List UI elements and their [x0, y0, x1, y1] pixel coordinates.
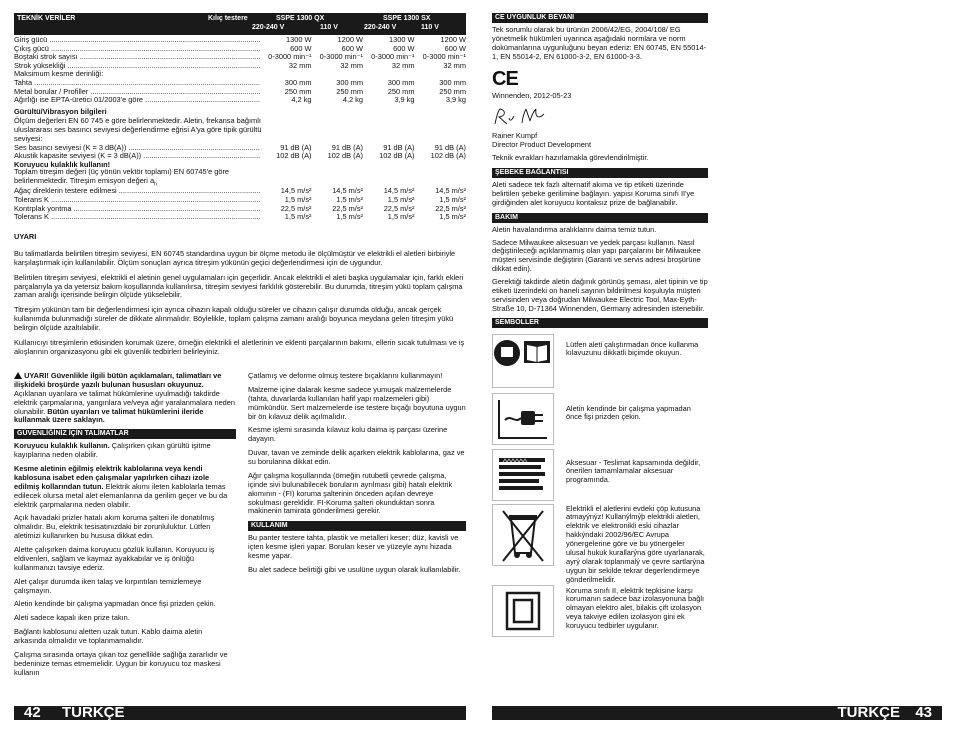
row-value: 300 mm — [284, 78, 312, 87]
row-value: 4,2 kg — [342, 96, 363, 105]
body-para: Ağır çalışma koşullarında (örneğin rutubetli çevrede çalışma, içinde sivi bulunabilecek boruların ayrılması gibi) hatalı elektrik akımının - (FI) koruma şalterinin önceden açılan devreye sokulması gereklidir. FI-Koruma şalteri okunduktan sonra makinenin tamirata gönderilmesi gerekir. — [248, 470, 453, 516]
row-value: 1,5 m/s² — [336, 195, 363, 204]
vibration-table — [14, 187, 466, 221]
row-value: 91 dB (A) — [331, 143, 363, 152]
row-value: 22,5 m/s² — [332, 204, 363, 213]
table-row — [14, 96, 466, 105]
row-value: 32 mm — [391, 61, 415, 70]
col-header-4: 110 V — [421, 24, 439, 31]
body-para: Çatlamış ve deforme olmuş testere bıçaklarını kullanmayın! — [248, 371, 443, 380]
table-row — [14, 79, 466, 88]
row-value: 300 mm — [439, 78, 466, 87]
row-label: Giriş gücü ..... — [14, 36, 260, 45]
table-row — [14, 213, 466, 222]
footer-language: TÜRKÇE — [837, 704, 900, 721]
row-value: 300 mm — [387, 78, 415, 87]
operation-column — [248, 372, 466, 580]
row-label: Ağaç direklerin testere edilmesi ..... — [14, 187, 260, 196]
footer-left — [14, 706, 466, 720]
row-label: Tahta ..... — [14, 79, 260, 88]
row-value: 14,5 m/s² — [383, 187, 415, 196]
table-row — [14, 36, 466, 45]
ce-text: Tek sorumlu olarak bu ürünün 2006/42/EG, 2004/108/ EG yönetmelik hükümleri uyarınca aşağıdaki normlara ve norm dokümanlarına uygunluğunu beyan ederiz: EN 60745, EN 55014-1, EN 55014-2, EN 61000-3-2, EN 61000-3-3. — [492, 25, 707, 61]
row-value: 102 dB (A) — [276, 152, 312, 161]
saw-blades-icon — [492, 449, 554, 501]
row-value: 102 dB (A) — [327, 152, 363, 161]
maintenance-para: Sadece Milwaukee aksesuarı ve yedek parçası kullanın. Nasıl değiştirileceği açıklanmamış olan yapı parçalarını bir Milwaukee müşteri servisinde değiştirin (Garanti ve servis adresi broşürüne dikkat edin). — [492, 237, 701, 274]
safety-para: Açık havadaki prizler hatalı akım koruma şalteri ile donatılmış olmalıdır. Bu, elektrik tesisatınızdaki bir zorunluluktur. Lütfen aletimizi kullanırken bu hususa dikkat edin. — [14, 513, 215, 541]
table-row — [14, 62, 466, 71]
table-row — [14, 196, 466, 205]
row-label: Boştaki strok sayısı ..... — [14, 53, 260, 62]
symbol-text: Aletin kendinde bir çalışma yapmadan önce fişi prizden çekin. — [566, 403, 691, 422]
footer-language: TÜRKÇE — [62, 704, 125, 721]
row-value: 14,5 m/s² — [332, 187, 363, 196]
safety-paragraphs — [14, 442, 236, 677]
safety-para: Aletin kendinde bir çalışma yapmadan önce fişi prizden çekin. — [14, 599, 216, 609]
operation-paragraphs — [248, 534, 466, 575]
symbols-list — [492, 331, 708, 641]
row-label: Strok yüksekliği ..... — [14, 62, 260, 71]
row-value: 32 mm — [443, 61, 466, 70]
row-value: 1,5 m/s² — [284, 195, 312, 204]
row-value: 1,5 m/s² — [387, 213, 415, 222]
weee-bin-icon — [492, 504, 554, 566]
model-1-name: SSPE 1300 QX — [276, 15, 325, 22]
tech-data-subtitle: Kılıç testere — [208, 15, 248, 22]
section-operation: KULLANIM — [248, 521, 466, 531]
row-value: 91 dB (A) — [280, 143, 312, 152]
col-header-2: 110 V — [320, 24, 338, 31]
row-value: 600 W — [341, 44, 363, 53]
read-manual-icon — [492, 334, 554, 388]
tech-data-title: TEKNİK VERİLER — [17, 15, 76, 22]
row-value: 300 mm — [336, 78, 363, 87]
col-header-1: 220-240 V — [252, 24, 285, 31]
signer-name: Rainer Kumpf — [492, 131, 538, 141]
row-value: 250 mm — [336, 87, 363, 96]
symbol-text: Koruma sınıfı II, elektrik tepkisine karşı korumanın sadece baz izolasyonuna bağlı olmayan elektro alet, bilakis çift izolasyon veya takviye edilen izolasyon gini ek koruyucu tedbirler uygulanır. — [566, 585, 705, 630]
safety-column — [14, 372, 236, 683]
warning-para: Kullanıcıyı titreşimlerin etkisinden korumak üzere, örneğin elektrikli el aletlerinin ve eklenti parçalarının bakımı, ellerin sıcak tutulması ve iş akışlarının organizasyonu gibi ek güvenlik tedbirleri belirleyiniz. — [14, 337, 465, 356]
place-date: Winnenden, 2012-05-23 — [492, 90, 572, 100]
row-value: 3,9 kg — [394, 96, 415, 105]
row-value: 600 W — [444, 44, 466, 53]
section-symbols: SEMBOLLER — [492, 318, 708, 328]
page-number: 43 — [915, 704, 932, 721]
body-para: Bu panter testere tahta, plastik ve metalleri keser; düz, kavisli ve içten kesme işleri yapar. Boruları keser ve yüzeyle aynı hizada kesme yapar. — [248, 533, 459, 560]
unplug-icon — [492, 393, 554, 445]
table-row — [14, 45, 466, 54]
table-row — [14, 187, 466, 196]
ear-protection-note: Koruyucu kulaklık kullanın! — [14, 159, 111, 169]
maintenance-para: Gerektiği takdirde aletin dağınık görünüş şeması, alet tipinin ve tip etiketi üzerindeki on haneli sayının bildirilmesi koşuluyla müşteri servisinden veya doğrudan Milwaukee Electric Tool, Max-Eyth-Straße 10, D-71364 Winnenden, Germany adresinden istenebilir. — [492, 277, 708, 313]
table-row — [14, 144, 466, 153]
page-number: 42 — [24, 704, 41, 721]
row-value: 32 mm — [288, 61, 312, 70]
safety-para: Çalışma sırasında ortaya çıkan toz genellikle sağlığa zararlıdır ve bedeninize temas etmemelidir. Uygun bir koruyucu toz maskesi kullanın — [14, 649, 228, 677]
section-safety-instructions: GÜVENLİĞİNİZ İÇİN TALİMATLAR — [14, 429, 236, 439]
row-label: Çıkış gücü ..... — [14, 45, 260, 54]
row-value: 1,5 m/s² — [387, 195, 415, 204]
row-value: 1300 W — [286, 36, 312, 44]
body-para: Duvar, tavan ve zeminde delik açarken elektrik kablolarına, gaz ve su borularına dikkat edin. — [248, 448, 465, 466]
row-value: 600 W — [393, 44, 415, 53]
row-value: 4,2 kg — [291, 96, 312, 105]
row-label: Ağırlığı ise EPTA-üretici 01/2003'e göre ..... — [14, 96, 260, 105]
row-value: 1,5 m/s² — [284, 213, 312, 222]
symbol-text: Aksesuar - Teslimat kapsamında değildir, önerilen tamamlamalar aksesuar programında. — [566, 457, 701, 485]
row-value: 91 dB (A) — [383, 143, 415, 152]
row-value: 1200 W — [440, 36, 466, 44]
safety-para: Aleti sadece kapalı iken prize takın. — [14, 613, 130, 623]
vibration-intro: Toplam titreşim değeri (üç yönün vektör toplamı) EN 60745'e göre belirlenmektedir. Titreşim emisyon değeri $a_h$ — [14, 167, 230, 188]
row-label: Tolerans K ..... — [14, 196, 260, 205]
tech-data-header — [14, 13, 466, 35]
body-para: Kesme işlemi sırasında kılavuz kolu daima iş parçası üzerine dayayın. — [248, 425, 448, 444]
general-warning: UYARI! Güvenlikle ilgili bütün açıklamaları, talimatları ve ilişkideki broşürde yazılı bulunan hususları okuyunuz. Açıklanan uyarılara ve talimat hükümlerine uyulmadığı takdirde elektrik çarpmalarına, yangınlara ve/veya ağır yaralanmalara neden olunabilir. Bütün uyarıları ve talimat hükümlerini ileride kullanmak üzere saklayın. — [14, 371, 236, 425]
section-maintenance: BAKIM — [492, 213, 708, 223]
row-value: 102 dB (A) — [379, 152, 415, 161]
row-value: 600 W — [290, 44, 312, 53]
footer-right — [492, 706, 942, 720]
row-value: 102 dB (A) — [430, 152, 466, 161]
row-value: 1200 W — [337, 36, 363, 44]
row-value: 0-3000 min⁻¹ — [319, 53, 363, 62]
warning-block — [14, 233, 466, 357]
maintenance-para: Aletin havalandırma aralıklarını daima temiz tutun. — [492, 224, 657, 234]
spec-table — [14, 36, 466, 105]
warning-triangle-icon — [14, 372, 22, 379]
tech-docs-note: Teknik evrakları hazırlamakla görevlendirilmiştir. — [492, 153, 649, 163]
row-value: 91 dB (A) — [434, 143, 466, 152]
row-label: Tolerans K ..... — [14, 213, 260, 222]
noise-intro: Ölçüm değerleri EN 60 745 e göre belirlenmektedir. Aletin, frekansa bağımlı uluslararası ses basıncı seviyesi değerlendirme eğrisi A'ya göre tipik gürültü seviyesi: — [14, 115, 262, 143]
col-header-3: 220-240 V — [364, 24, 397, 31]
table-row — [14, 88, 466, 97]
body-para: Bu alet sadece belirtiği gibi ve usulüne uygun olarak kullanılabilir. — [248, 564, 461, 574]
row-value: 1300 W — [389, 36, 415, 44]
row-value: 22,5 m/s² — [435, 204, 466, 213]
safety-paragraphs-2 — [248, 372, 466, 516]
table-row — [14, 205, 466, 214]
noise-title: Gürültü/Vibrasyon bilgileri — [14, 107, 107, 116]
symbol-text: Elektrikli el aletlerini evdeki çöp kutusuna atmayýnýz! Kullanýlmýþ elektrikli aletleri, elektrik ve elektronikli eski cihazlar hakkýndaki 2002/96/EC Avrupa yönergelerine göre ve bu yönergeler ulusal hukuk kurallarýna göre uyarlanarak, ayrý olarak toplanmalý ve çevre sartlarýna uygun bir sekilde tekrar degerlendirmeye gönderilmelidir. — [566, 503, 705, 584]
row-value: 250 mm — [284, 87, 312, 96]
table-row — [14, 53, 466, 62]
mains-text: Aleti sadece tek fazlı alternatif akıma ve tip etiketi üzerinde belirtilen şebeke gerilimine bağlayın. yapısı Koruma sınıfı II'ye girdiğinden alet koruyucu kontaksız prize de bağlanabilir. — [492, 180, 695, 207]
row-value: 0-3000 min⁻¹ — [422, 53, 466, 62]
row-label: Kontrplak yontma ..... — [14, 205, 260, 214]
ce-mark-icon: CE — [492, 67, 518, 90]
row-value: 22,5 m/s² — [383, 204, 415, 213]
row-label: Akustik kapasite seviyesi (K = 3 dB(A)) ..... — [14, 152, 260, 161]
row-value: 1,5 m/s² — [439, 213, 466, 222]
section-ce-declaration: CE UYGUNLUK BEYANI — [492, 13, 708, 23]
row-label: Metal borular / Profiller ..... — [14, 88, 260, 97]
row-value: 0-3000 min⁻¹ — [371, 53, 415, 62]
safety-para: Bağlantı kablosunu aletten uzak tutun. Kablo daima aletin arkasında olmalıdır ve toplanmamalıdır. — [14, 627, 203, 645]
safety-para: Kesme aletinin eğilmiş elektrik kablolarına veya kendi kablosuna isabet eden çalışmalar yapılırken cihazı izole edilmiş kollarından tutun. Elektrik akımı ileten kablolarla temas edilecek olursa metal alet elemanlarına da gerilim geçer ve bu da elektrik çarpmalarına neden olabilir. — [14, 464, 228, 509]
row-label: Ses basıncı seviyesi (K = 3 dB(A)) ..... — [14, 144, 260, 153]
warning-para: Belirtilen titreşim seviyesi, elektrikli el aletinin genel uygulamaları için geçerlidir. Ancak elektrikli el aleti başka uygulamalar için, farklı ekleri parçalarıyla ya da yetersiz bakım koşullarında kullanılırsa, titreşim seviyesi farklılık gösterebilir. Bu durumda, titreşim yükü toplam çalışma zaman aralığı içerisinde belirgin ölçüde yükselebilir. — [14, 272, 464, 300]
section-mains-connection: ŞEBEKE BAĞLANTISI — [492, 168, 708, 178]
warning-title: UYARI — [14, 232, 37, 241]
row-value: 250 mm — [439, 87, 466, 96]
class-ii-icon — [492, 585, 554, 637]
row-value: 14,5 m/s² — [280, 187, 312, 196]
right-left-column — [492, 13, 708, 641]
row-value: 1,5 m/s² — [336, 213, 363, 222]
vibration-block — [14, 168, 466, 222]
row-value: 22,5 m/s² — [280, 204, 312, 213]
symbol-text: Lütfen aleti çalıştırmadan önce kullanma kılavuzunu dikkatli biçimde okuyun. — [566, 339, 699, 358]
model-2-name: SSPE 1300 SX — [383, 15, 431, 22]
warning-para: Bu talimatlarda belirtilen titreşim seviyesi, EN 60745 standardına uygun bir ölçme metodu ile ölçülmüştür ve elektrikli el aletleri birbiriyle karşılaştırmak için kullanılabilir. Ölçüm sonuçları ayrıca titreşim yükünün geçici değerlendirmesi için de uygundur. — [14, 248, 456, 267]
row-value: 32 mm — [340, 61, 363, 70]
row-value: 250 mm — [387, 87, 415, 96]
warning-para: Titreşim yükünün tam bir değerlendirmesi için ayrıca cihazın kapalı olduğu süreler ve cihazın çalışır durumda olduğu, ancak gerçek kullanımda bulunmadığı süreler de dikkate alınmalıdır. Böylelikle, toplam çalışma zamanı aralığı boyunca meydana gelen titreşim yükü belirgin ölçüde azaltılabilir. — [14, 305, 454, 332]
row-label: Maksimum kesme derinliği: — [14, 70, 104, 79]
safety-para: Koruyucu kulaklık kullanın. Çalışırken çıkan gürültü işitme kayıplarına neden olabilir. — [14, 441, 211, 460]
body-para: Malzeme içine dalarak kesme sadece yumuşak malzemelerde (tahta, duvarlarda kullanılan hafif yapı malzemeleri gibi) mümkündür. Sert malzemelerde ise testere bıçağı boyutuna uygun bir ön kılavuz delik açılmalıdır. — [248, 384, 466, 421]
row-value: 1,5 m/s² — [439, 195, 466, 204]
signer-title: Director Product Development — [492, 140, 591, 150]
signature-icon — [492, 106, 552, 128]
table-row — [14, 70, 466, 79]
row-value: 14,5 m/s² — [435, 187, 466, 196]
row-value: 0-3000 min⁻¹ — [268, 53, 312, 62]
safety-para: Alet çalışır durumda iken talaş ve kırpıntıları temizlemeye çalışmayın. — [14, 576, 202, 595]
noise-block — [14, 108, 466, 170]
row-value: 3,9 kg — [445, 96, 466, 105]
noise-table — [14, 144, 466, 161]
safety-para: Alette çalışırken daima koruyucu gözlük kullanın. Koruyucu iş eldivenleri, sağlam ve kaymaz ayakkabılar ve iş önlüğü kullanmanızı tavsiye ederiz. — [14, 545, 215, 572]
